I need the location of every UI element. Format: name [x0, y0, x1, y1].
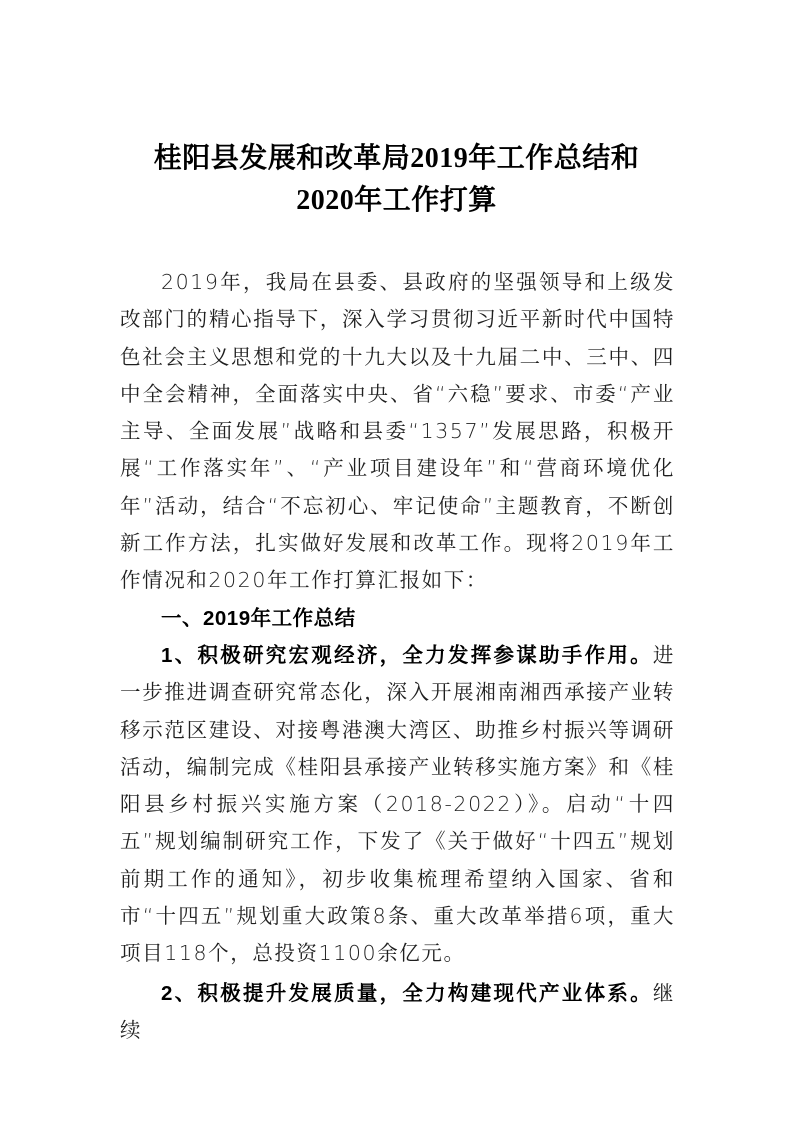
item-1-text: 进一步推进调查研究常态化，深入开展湘南湘西承接产业转移示范区建设、对接粤港澳大湾区、助推乡村振兴等调研活动，编制完成《桂阳县承接产业转移实施方案》和《桂阳县乡村振兴实施方案（2018-2022）》。启动“十四五”规划编制研究工作，下发了《关于做好“十四五”规划前期工作的通知》，初步收集梳理希望纳入国家、省和市“十四五”规划重大政策8条、重大改革举措6项，重大项目118个，总投资1100余亿元。	[120, 642, 675, 966]
document-title-line2: 2020年工作打算	[296, 185, 497, 216]
section-heading-2019-summary: 一、2019年工作总结	[161, 606, 356, 630]
item-1-lead: 1、积极研究宏观经济，全力发挥参谋助手作用。	[161, 643, 653, 667]
intro-paragraph: 2019年，我局在县委、县政府的坚强领导和上级发改部门的精心指导下，深入学习贯彻习近平新时代中国特色社会主义思想和党的十九大以及十九届二中、三中、四中全会精神，全面落实中央、省“六稳”要求、市委“产业主导、全面发展”战略和县委“1357”发展思路，积极开展“工作落实年”、“产业项目建设年”和“营商环境优化年”活动，结合“不忘初心、牢记使命”主题教育，不断创新工作方法，扎实做好发展和改革工作。现将2019年工作情况和2020年工作打算汇报如下：	[120, 270, 675, 593]
item-2-text: 继续	[120, 980, 675, 1042]
item-1-paragraph	[120, 637, 675, 973]
document-title-line1: 桂阳县发展和改革局2019年工作总结和	[153, 143, 640, 174]
item-2-lead: 2、积极提升发展质量，全力构建现代产业体系。	[161, 981, 653, 1005]
document-body	[120, 264, 675, 1049]
item-2-paragraph	[120, 975, 675, 1050]
